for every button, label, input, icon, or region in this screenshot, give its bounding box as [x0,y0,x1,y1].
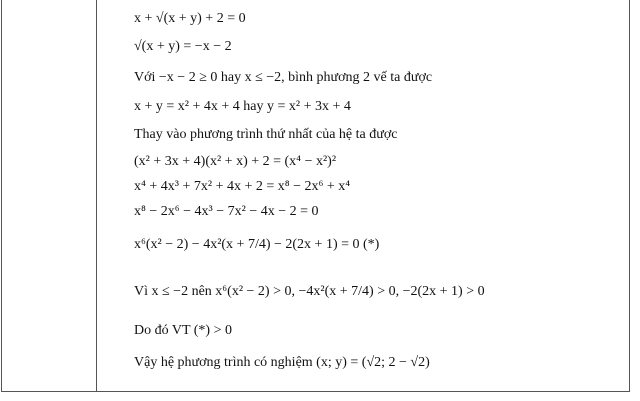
line-expanded-3: x⁸ − 2x⁶ − 4x³ − 7x² − 4x − 2 = 0 [134,204,319,219]
line-substitution: x + y = x² + 4x + 4 hay y = x² + 3x + 4 [134,99,351,114]
line-factored: x⁶(x² − 2) − 4x²(x + 7/4) − 2(2x + 1) = 0 (*) [134,237,380,252]
line-condition: Với −x − 2 ≥ 0 hay x ≤ −2, bình phương 2 vế ta được [134,70,433,85]
line-equation-1: x + √(x + y) + 2 = 0 [134,11,246,26]
line-conclusion: Do đó VT (*) > 0 [134,323,232,338]
line-equation-2: √(x + y) = −x − 2 [134,39,232,54]
line-reasoning: Vì x ≤ −2 nên x⁶(x² − 2) > 0, −4x²(x + 7/4) > 0, −2(2x + 1) > 0 [134,284,485,299]
line-instruction: Thay vào phương trình thứ nhất của hệ ta được [134,127,398,142]
line-answer: Vậy hệ phương trình có nghiệm (x; y) = (√2; 2 − √2) [134,355,430,370]
line-expanded-1: (x² + 3x + 4)(x² + x) + 2 = (x⁴ − x²)² [134,154,337,169]
line-expanded-2: x⁴ + 4x³ + 7x² + 4x + 2 = x⁸ − 2x⁶ + x⁴ [134,179,351,194]
column-divider [96,0,97,392]
